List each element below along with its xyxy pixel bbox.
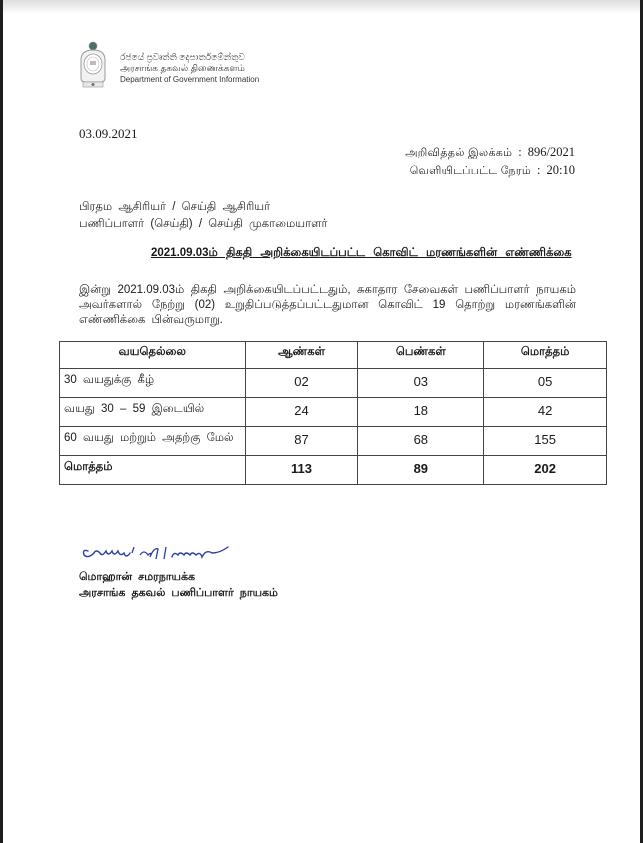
male-cell: 87 — [245, 427, 358, 456]
release-time-row — [405, 162, 575, 180]
total-cell: 42 — [484, 398, 607, 427]
header-age-range: வயதெல்லை — [60, 342, 246, 369]
reference-number-value: 896/2021 — [527, 145, 575, 159]
female-cell: 68 — [358, 427, 484, 456]
org-name-sinhala: රජයේ ප්‍රවෘත්ති දෙපාර්තමේන්තුව — [120, 52, 245, 62]
grand-total-cell: 202 — [484, 456, 607, 485]
age-range-cell: வயது 30 – 59 இடையில் — [60, 398, 246, 427]
male-cell: 24 — [245, 398, 358, 427]
handwritten-signature-icon — [80, 541, 230, 567]
table-row — [60, 427, 607, 456]
total-cell: 05 — [484, 369, 607, 398]
window-frame-left — [0, 0, 3, 843]
signatory-title: அரசாங்க தகவல் பணிப்பாளர் நாயகம் — [79, 587, 278, 599]
header-male: ஆண்கள் — [245, 342, 358, 369]
female-total-cell: 89 — [358, 456, 484, 485]
recipient-line: பிரதம ஆசிரியர் / செய்தி ஆசிரியர் — [79, 201, 271, 213]
signatory-block — [79, 569, 278, 601]
male-total-cell: 113 — [245, 456, 358, 485]
signatory-name: மொஹான் சமரநாயக்க — [79, 571, 196, 583]
age-range-cell: 30 வயதுக்கு கீழ் — [60, 369, 246, 398]
table-row — [60, 369, 607, 398]
total-cell: 155 — [484, 427, 607, 456]
recipient-line: பணிப்பாளர் (செய்தி) / செய்தி முகாமையாளர் — [79, 218, 328, 230]
org-name-tamil: அரசாங்க தகவல் திணைக்களம் — [120, 63, 245, 73]
organization-name — [120, 52, 259, 85]
age-range-cell: 60 வயது மற்றும் அதற்கு மேல் — [60, 427, 246, 456]
table-row — [60, 398, 607, 427]
total-label-cell: மொத்தம் — [60, 456, 246, 485]
release-time-value: 20:10 — [546, 163, 575, 177]
reference-number-label: அறிவித்தல் இலக்கம் — [405, 147, 513, 159]
document-date: 03.09.2021 — [79, 126, 138, 141]
body-paragraph: இன்று 2021.09.03ம் திகதி அறிக்கையிடப்பட்டதும், சுகாதார சேவைகள் பணிப்பாளர் நாயகம் அவர்களால் நேற்று (02) உறுதிப்படுத்தப்பட்டதுமான கொவிட் 19 தொற்று மரணங்களின் எண்ணிக்கை பின்வருமாறு. — [79, 284, 576, 326]
reference-block — [405, 144, 575, 180]
separator: : — [518, 145, 522, 159]
death-statistics-table — [59, 341, 607, 485]
reference-number-row — [405, 144, 575, 162]
female-cell: 03 — [358, 369, 484, 398]
male-cell: 02 — [245, 369, 358, 398]
table-total-row — [60, 456, 607, 485]
page-top-shadow — [3, 0, 640, 14]
recipients — [79, 199, 328, 233]
table-header-row — [60, 342, 607, 369]
header-total: மொத்தம் — [484, 342, 607, 369]
release-time-label: வெளியிடப்பட்ட நேரம் — [409, 165, 532, 177]
org-name-english: Department of Government Information — [120, 75, 260, 84]
sri-lanka-emblem-icon — [76, 40, 110, 90]
separator: : — [537, 163, 541, 177]
female-cell: 18 — [358, 398, 484, 427]
document-headline: 2021.09.03ம் திகதி அறிக்கையிடப்பட்ட கொவிட் மரணங்களின் எண்ணிக்கை — [151, 247, 572, 259]
header-female: பெண்கள் — [358, 342, 484, 369]
